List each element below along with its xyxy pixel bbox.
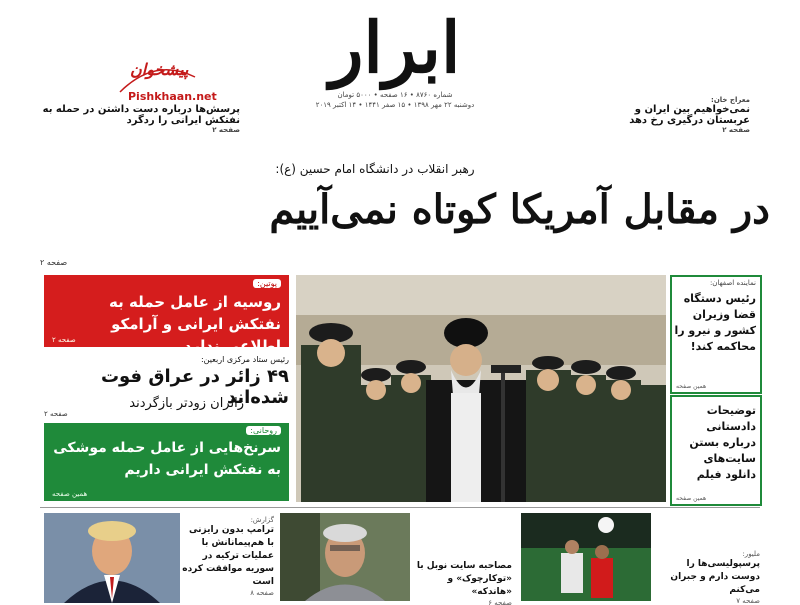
red-box-page: صفحه ۲ xyxy=(52,336,76,344)
main-headline-page: صفحه ۲ xyxy=(40,258,68,267)
iraq-subheadline: زائران زودتر بازگردند xyxy=(129,396,244,411)
right-col-1-kicker: نماینده اصفهان: xyxy=(709,279,756,287)
right-col-1-headline: رئیس دستگاه قضا وزیران کشور و نیرو را محاکمه کند! xyxy=(674,292,756,353)
right-top-page: صفحه ۲ xyxy=(722,126,750,134)
bottom-1-page: صفحه ۸ xyxy=(250,589,274,597)
bottom-1-kicker: گزارش: xyxy=(250,516,274,524)
nobel-photo xyxy=(280,513,410,601)
right-top-story xyxy=(600,96,750,134)
bottom-2-headline: مصاحبه سایت نوبل با «توکارچوک» و «هاندکه» xyxy=(416,561,512,597)
right-col-box-2 xyxy=(670,395,762,506)
logo-domain: Pishkhaan.net xyxy=(128,90,217,103)
football-photo xyxy=(521,513,651,601)
green-box-headline: سرنخ‌هایی از عامل حمله موشکی به نفتکش ایرانی داریم xyxy=(53,440,281,478)
bottom-story-2 xyxy=(412,560,512,605)
trump-photo xyxy=(44,513,180,603)
bottom-2-page: صفحه ۶ xyxy=(488,599,512,605)
iraq-kicker: رئیس ستاد مرکزی اربعین: xyxy=(200,355,289,364)
issue-info xyxy=(290,90,500,110)
red-box-kicker: پوتین: xyxy=(253,279,281,288)
main-kicker: رهبر انقلاب در دانشگاه امام حسین (ع): xyxy=(275,162,475,176)
bottom-3-page: صفحه ۷ xyxy=(736,597,760,605)
right-col-1-page: همین صفحه xyxy=(676,383,707,390)
right-top-kicker: معراج خان: xyxy=(711,96,750,104)
left-top-title: پرسش‌ها درباره دست داشتن در حمله به نفتکش ایرانی را ردگرد xyxy=(42,104,240,126)
logo-word: پیشخوان xyxy=(130,60,189,79)
red-story-box xyxy=(44,275,289,355)
main-photo xyxy=(296,275,666,502)
bottom-story-3 xyxy=(655,550,760,605)
main-headline: در مقابل آمریکا کوتاه نمی‌آییم xyxy=(269,186,770,233)
bottom-story-1 xyxy=(182,516,274,597)
right-col-2-headline: توضیحات دادستانی درباره بستن سایت‌های دانلود فیلم xyxy=(689,404,756,481)
right-col-box-1 xyxy=(670,275,762,394)
right-col-2-page: همین صفحه xyxy=(676,495,707,502)
iraq-headline: ۴۹ زائر در عراق فوت شده‌اند xyxy=(100,366,289,408)
bottom-divider xyxy=(40,507,760,508)
green-box-kicker: روحانی: xyxy=(246,426,281,435)
red-box-headline: روسیه از عامل حمله به نفتکش ایرانی و آرامکو اطلاعی ندارد xyxy=(109,293,281,355)
bottom-3-kicker: ملیور: xyxy=(742,550,760,558)
bottom-3-headline: پرسپولیسی‌ها را دوست دارم و جبران می‌کنم xyxy=(670,559,760,595)
left-top-page: صفحه ۲ xyxy=(212,126,240,134)
bottom-1-headline: ترامپ بدون رایزنی با هم‌پیمانانش با عملیات ترکیه در سوریه موافقت کرده است xyxy=(182,525,274,587)
green-box-page: همین صفحه xyxy=(52,490,88,498)
right-top-title: نمی‌خواهیم بین ایران و عربستان درگیری رخ دهد xyxy=(629,104,750,126)
green-story-box xyxy=(44,423,289,501)
iraq-page: صفحه ۲ xyxy=(44,410,68,418)
issue-line-2: دوشنبه ۲۲ مهر ۱۳۹۸ • ۱۵ صفر ۱۴۴۱ • ۱۴ اکتبر ۲۰۱۹ xyxy=(315,101,475,109)
masthead-title: ابرار xyxy=(329,6,461,89)
left-top-story xyxy=(40,104,240,134)
issue-line-1: شماره ۸۷۶۰ • ۱۶ صفحه • ۵۰۰۰ تومان xyxy=(337,91,453,99)
